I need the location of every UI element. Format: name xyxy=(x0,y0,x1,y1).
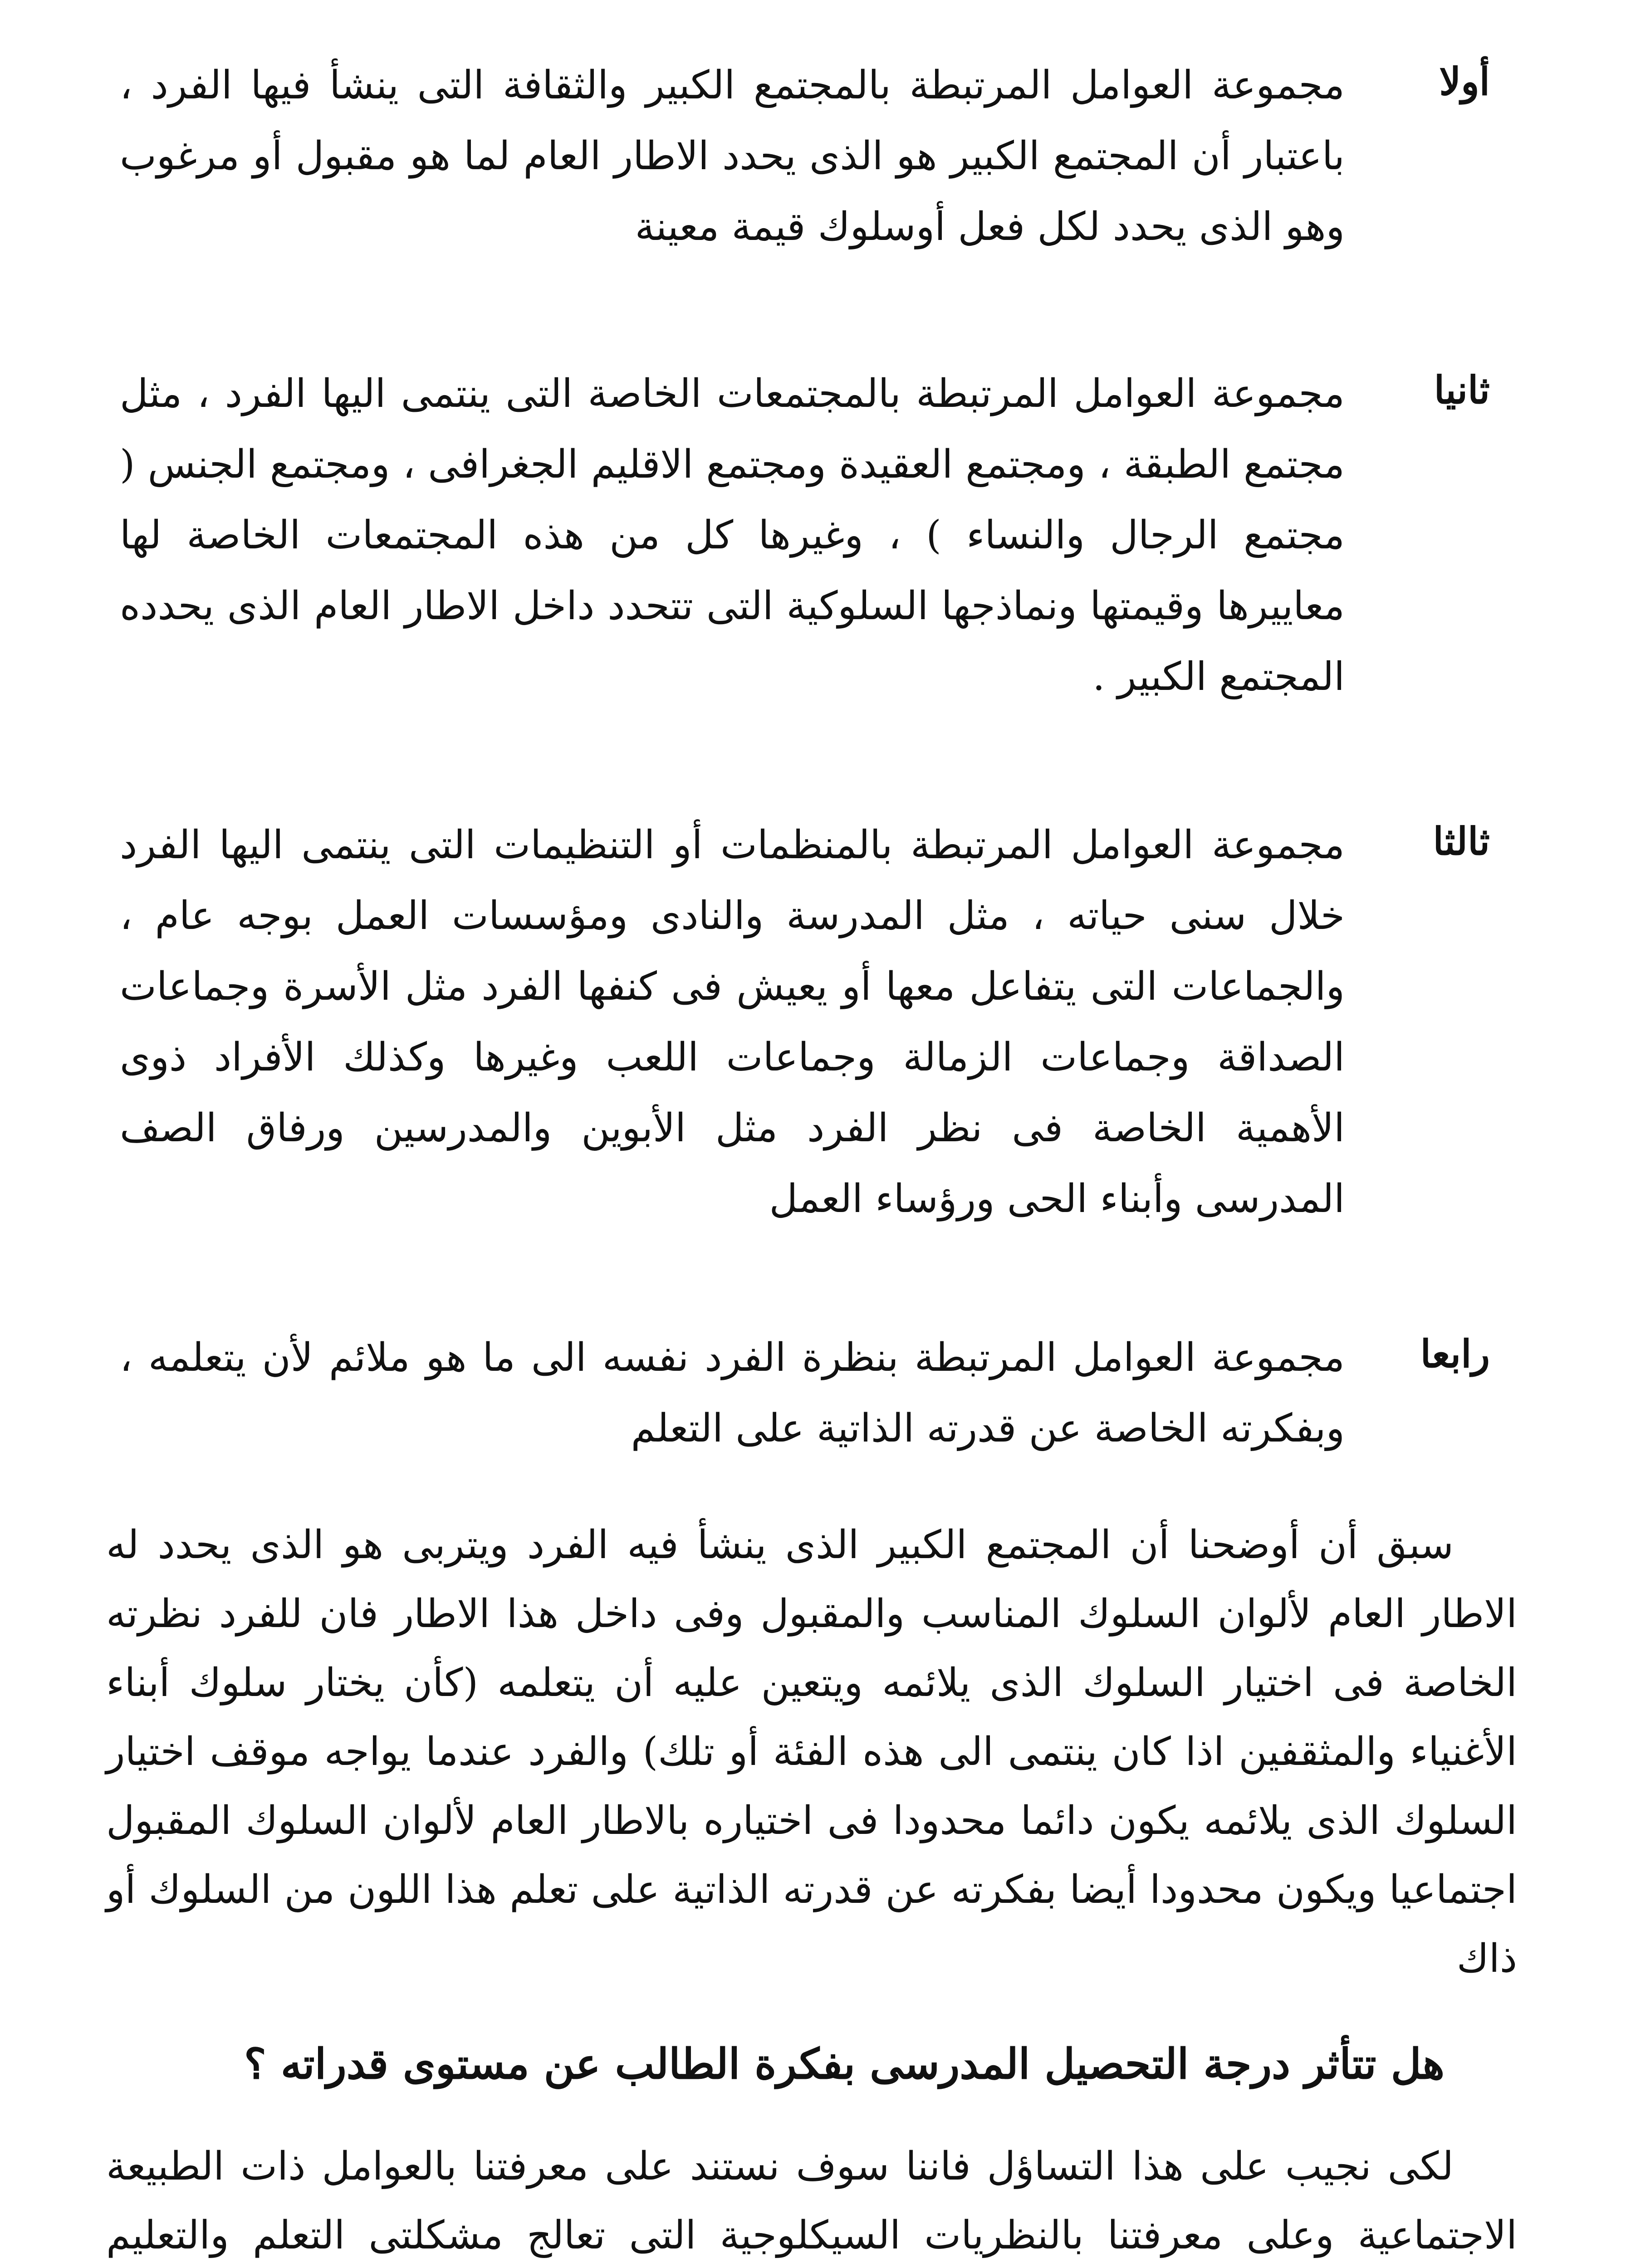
list-item-third xyxy=(120,810,1490,1234)
item-label: ثالثا xyxy=(1433,819,1490,864)
item-text: مجموعة العوامل المرتبطة بالمنظمات أو التنظيمات التى ينتمى اليها الفرد خلال سنى حياته ، مثل المدرسة والنادى ومؤسسات العمل بوجه عام ، والجماعات التى يتفاعل معها أو يعيش فى كنفها الفرد مثل الأسرة وجماعات الصداقة وجماعات الزمالة وجماعات اللعب وغيرها وكذلك الأفراد ذوى الأهمية الخاصة فى نظر الفرد مثل الأبوين والمدرسين ورفاق الصف المدرسى وأبناء الحى ورؤساء العمل xyxy=(120,822,1345,1222)
item-text: مجموعة العوامل المرتبطة بالمجتمع الكبير والثقافة التى ينشأ فيها الفرد ، باعتبار أن المجتمع الكبير هو الذى يحدد الاطار العام لما هو مقبول أو مرغوب وهو الذى يحدد لكل فعل أوسلوك قيمة معينة xyxy=(120,63,1345,249)
section-heading: هل تتأثر درجة التحصيل المدرسى بفكرة الطالب عن مستوى قدراته ؟ xyxy=(244,2039,1445,2088)
item-text: مجموعة العوامل المرتبطة بالمجتمعات الخاصة التى ينتمى اليها الفرد ، مثل مجتمع الطبقة ، ومجتمع العقيدة ومجتمع الاقليم الجغرافى ، ومجتمع الجنس ( مجتمع الرجال والنساء ) ، وغيرها كل من هذه المجتمعات الخاصة لها معاييرها وقيمتها ونماذجها السلوكية التى تتحدد داخل الاطار العام الذى يحدده المجتمع الكبير . xyxy=(120,371,1345,699)
list-item-first xyxy=(120,50,1490,262)
item-label: رابعا xyxy=(1420,1331,1490,1376)
item-text: مجموعة العوامل المرتبطة بنظرة الفرد نفسه الى ما هو ملائم لأن يتعلمه ، وبفكرته الخاصة عن قدرته الذاتية على التعلم xyxy=(120,1335,1345,1451)
item-label: ثانيا xyxy=(1434,367,1490,412)
list-item-second xyxy=(120,358,1490,712)
paragraph-context: سبق أن أوضحنا أن المجتمع الكبير الذى ينشأ فيه الفرد ويتربى هو الذى يحدد له الاطار العام لألوان السلوك المناسب والمقبول وفى داخل هذا الاطار فان للفرد نظرته الخاصة فى اختيار السلوك الذى يلائمه ويتعين عليه أن يتعلمه (كأن يختار سلوك أبناء الأغنياء والمثقفين اذا كان ينتمى الى هذه الفئة أو تلك) والفرد عندما يواجه موقف اختيار السلوك الذى يلائمه يكون دائما محدودا فى اختياره بالاطار العام لألوان السلوك المقبول اجتماعيا ويكون محدودا أيضا بفكرته عن قدرته الذاتية على تعلم هذا اللون من السلوك أو ذاك xyxy=(106,1522,1517,1981)
item-label: أولا xyxy=(1439,59,1490,104)
list-item-fourth xyxy=(120,1322,1490,1464)
paragraph-answer: لكى نجيب على هذا التساؤل فاننا سوف نستند على معرفتنا بالعوامل ذات الطبيعة الاجتماعية وعلى معرفتنا بالنظريات السيكلوجية التى تعالج مشكلتى التعلم والتعليم xyxy=(106,2144,1517,2258)
